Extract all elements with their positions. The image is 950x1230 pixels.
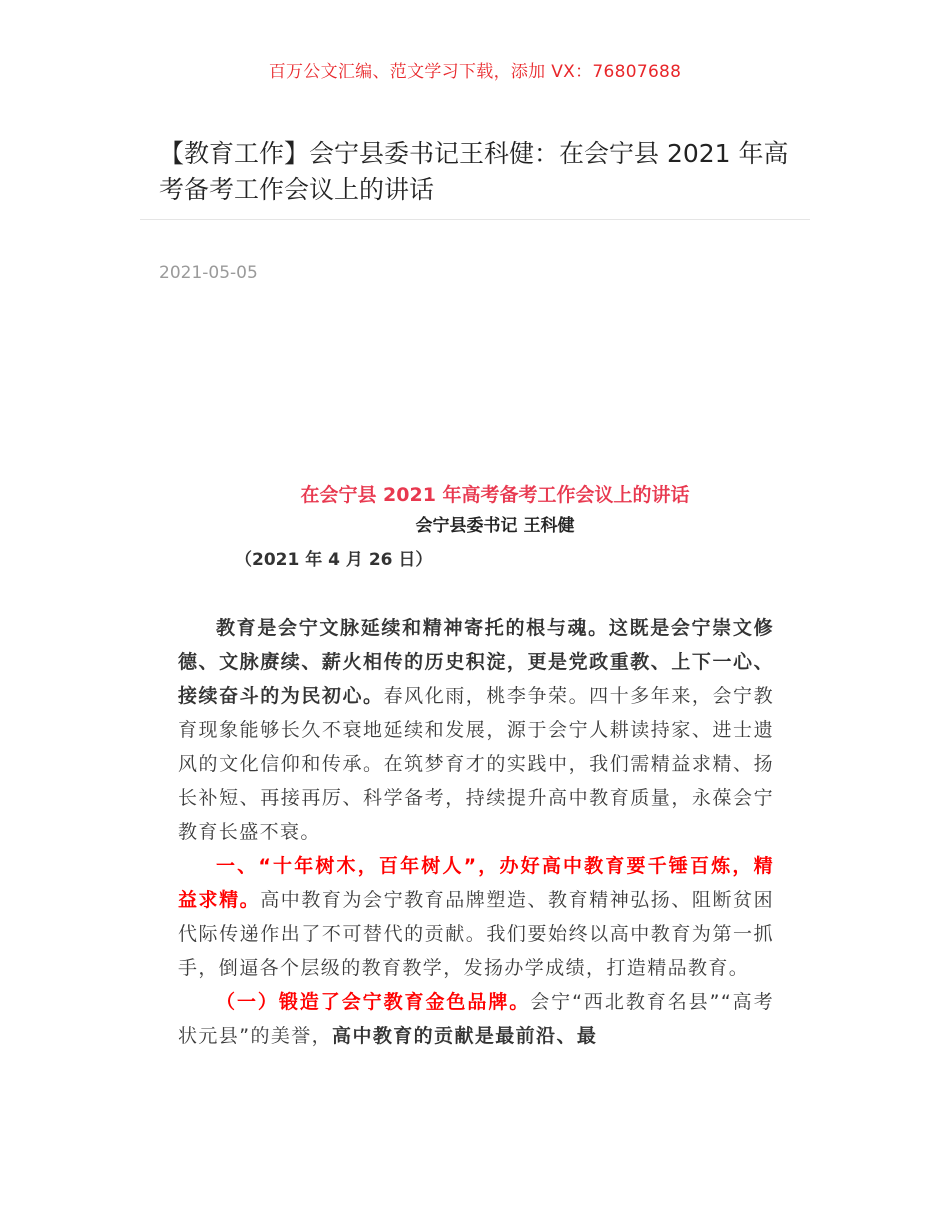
section-one-heading: 一、“十年树木，百年树人”，办好高中教育要千锤百炼，精益求精。: [178, 855, 774, 911]
promo-banner: 百万公文汇编、范文学习下载，添加 VX：76807688: [268, 62, 682, 82]
article-title: 【教育工作】会宁县委书记王科健：在会宁县 2021 年高考备考工作会议上的讲话: [159, 139, 789, 204]
section-one-text: 高中教育为会宁教育品牌塑造、教育精神弘扬、阻断贫困代际传递作出了不可替代的贡献。我们要始终以高中教育为第一抓手，倒逼各个层级的教育教学，发扬办学成绩，打造精品教育。: [178, 889, 774, 979]
title-divider: [140, 219, 810, 220]
publish-date: 2021-05-05: [159, 263, 258, 283]
subsection-one-bold-text: 高中教育的贡献是最前沿、最: [332, 1025, 598, 1047]
intro-text: 春风化雨，桃李争荣。四十多年来，会宁教育现象能够长久不衰地延续和发展，源于会宁人耕读持家、进士遗风的文化信仰和传承。在筑梦育才的实践中，我们需精益求精、扬长补短、再接再厉、科学备考，持续提升高中教育质量，永葆会宁教育长盛不衰。: [178, 685, 774, 843]
speech-date: （2021 年 4 月 26 日）: [235, 550, 433, 570]
paragraph-subsection-one: [178, 985, 774, 1053]
speech-title: 在会宁县 2021 年高考备考工作会议上的讲话: [300, 484, 690, 506]
paragraph-intro: [178, 611, 774, 849]
intro-bold-text: 教育是会宁文脉延续和精神寄托的根与魂。这既是会宁崇文修德、文脉赓续、薪火相传的历史积淀，更是党政重教、上下一心、接续奋斗的为民初心。: [178, 617, 774, 707]
speech-speaker: 会宁县委书记 王科健: [415, 516, 575, 536]
paragraph-section-one: [178, 849, 774, 985]
subsection-one-heading: （一）锻造了会宁教育金色品牌。: [216, 991, 531, 1013]
subsection-one-text: 会宁“西北教育名县”“高考状元县”的美誉，: [178, 991, 774, 1047]
speech-body: [178, 611, 774, 1053]
